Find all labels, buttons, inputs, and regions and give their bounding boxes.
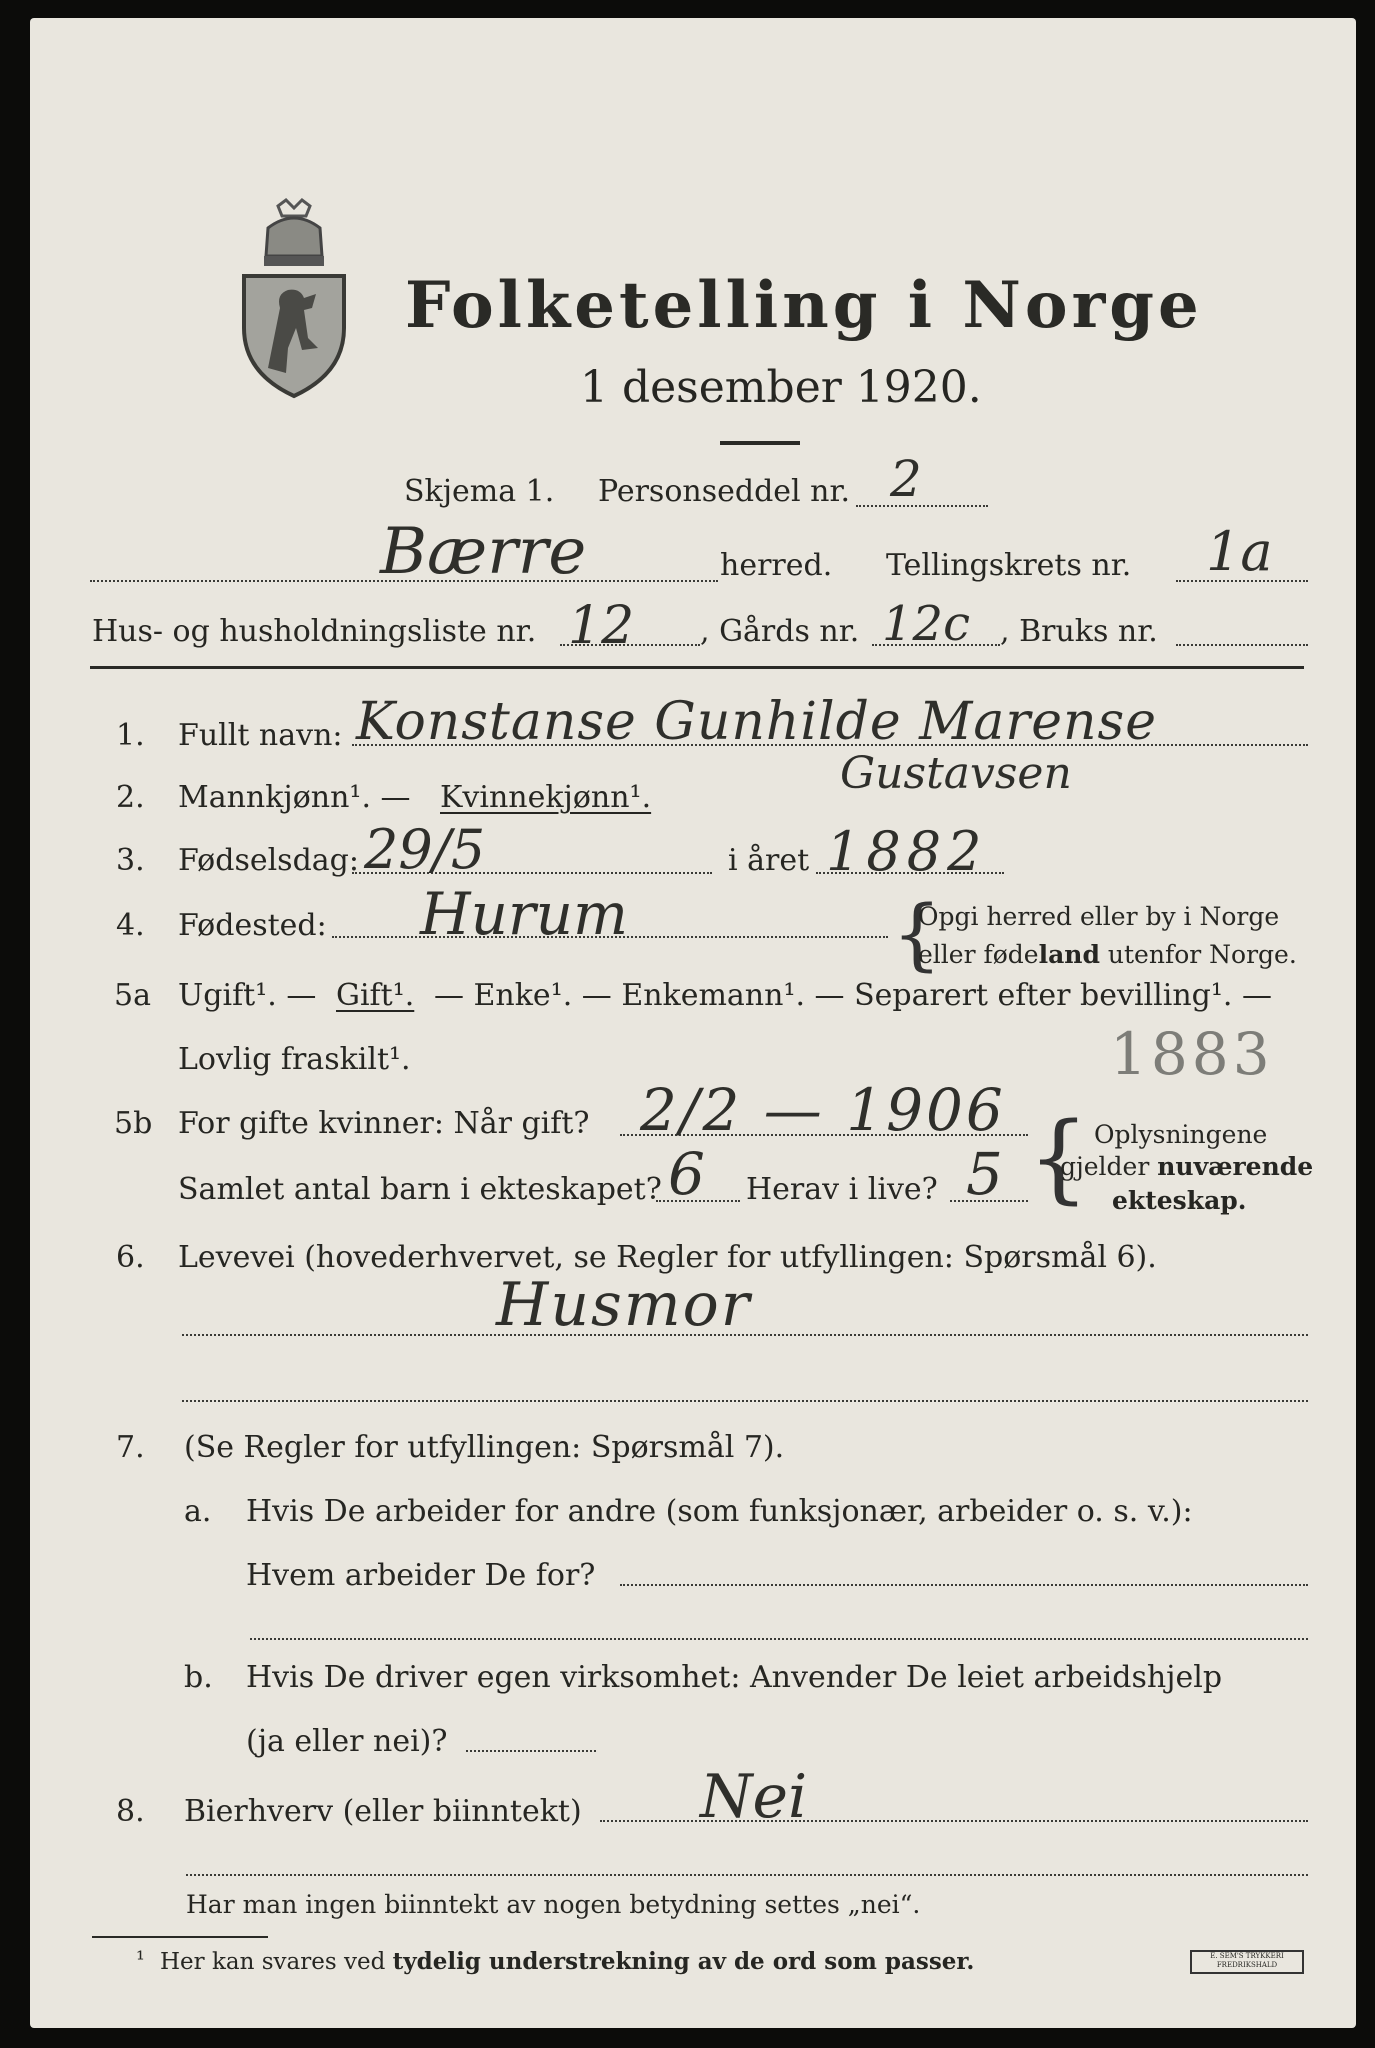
- status-other-options[interactable]: — Enke¹. — Enkemann¹. — Separert efter bevilling¹. —: [434, 978, 1272, 1013]
- hus-value: 12: [568, 596, 635, 656]
- q6-label: Levevei (hovederhvervet, se Regler for utfyllingen: Spørsmål 6).: [178, 1240, 1157, 1275]
- occupation-field-line2[interactable]: [182, 1400, 1308, 1402]
- q4-note-line1: Opgi herred eller by i Norge: [918, 902, 1280, 931]
- q6-number: 6.: [116, 1240, 145, 1275]
- q5b-number: 5b: [114, 1106, 153, 1141]
- birth-year-value: 1882: [826, 820, 988, 883]
- status-unmarried-option[interactable]: Ugift¹. —: [178, 978, 317, 1013]
- gender-female-option[interactable]: Kvinnekjønn¹.: [440, 780, 652, 815]
- q5a-number: 5a: [114, 978, 151, 1013]
- gards-label: , Gårds nr.: [700, 614, 860, 649]
- norwegian-coat-of-arms-icon: [238, 198, 350, 400]
- q7a-letter: a.: [184, 1494, 212, 1529]
- q8-label: Bierhverv (eller biinntekt): [184, 1794, 582, 1829]
- employer-field[interactable]: [620, 1584, 1308, 1586]
- q4-number: 4.: [116, 908, 145, 943]
- q2-number: 2.: [116, 780, 145, 815]
- q7-label: (Se Regler for utfyllingen: Spørsmål 7).: [184, 1430, 785, 1465]
- employer-field-line2[interactable]: [250, 1638, 1308, 1640]
- bruks-label: , Bruks nr.: [1000, 614, 1158, 649]
- gender-male-option[interactable]: Mannkjønn¹. —: [178, 780, 411, 815]
- personseddel-label: Personseddel nr.: [598, 474, 851, 509]
- children-total-value: 6: [668, 1140, 705, 1208]
- hired-help-field[interactable]: [466, 1750, 596, 1752]
- personseddel-field[interactable]: [856, 505, 988, 507]
- status-married-option[interactable]: Gift¹.: [336, 978, 415, 1013]
- occupation-value: Husmor: [496, 1270, 752, 1340]
- q7-number: 7.: [116, 1430, 145, 1465]
- full-name-value: Konstanse Gunhilde Marense: [356, 692, 1157, 752]
- personseddel-value: 2: [890, 450, 922, 508]
- children-alive-value: 5: [966, 1140, 1003, 1208]
- q1-number: 1.: [116, 718, 145, 753]
- birthplace-value: Hurum: [420, 880, 629, 948]
- tellingskrets-label: Tellingskrets nr.: [886, 548, 1132, 583]
- hus-label: Hus- og husholdningsliste nr.: [92, 614, 537, 649]
- side-income-field-line2[interactable]: [186, 1874, 1308, 1876]
- q7b-label: Hvis De driver egen virksomhet: Anvender De leiet arbeidshjelp: [246, 1660, 1223, 1695]
- status-divorced-option[interactable]: Lovlig fraskilt¹.: [178, 1042, 411, 1077]
- census-date: 1 desember 1920.: [580, 362, 982, 413]
- footnote-marker: ¹: [136, 1948, 145, 1973]
- q1-label: Fullt navn:: [178, 718, 343, 753]
- q7b-letter: b.: [184, 1660, 213, 1695]
- q5b-alive-label: Herav i live?: [746, 1172, 938, 1207]
- form-title: Folketelling i Norge: [405, 268, 1203, 343]
- q8-number: 8.: [116, 1794, 145, 1829]
- side-income-value: Nei: [700, 1762, 808, 1832]
- q5b-note-line2: gjelder nuværende: [1060, 1152, 1314, 1181]
- q7a-label: Hvis De arbeider for andre (som funksjonær, arbeider o. s. v.):: [246, 1494, 1193, 1529]
- q5b-children-label: Samlet antal barn i ekteskapet?: [178, 1172, 662, 1207]
- title-rule: [720, 441, 800, 445]
- q3-year-label: i året: [728, 843, 810, 878]
- header-rule: [90, 666, 1304, 669]
- nei-instruction: Har man ingen biinntekt av nogen betydning settes „nei“.: [186, 1890, 921, 1919]
- q3-number: 3.: [116, 843, 145, 878]
- full-name-value-line2: Gustavsen: [840, 748, 1072, 799]
- herred-label: herred.: [720, 548, 833, 583]
- printer-stamp: E. SEM'S TRYKKERI FREDRIKSHALD: [1190, 1950, 1304, 1974]
- footnote-rule: [92, 1936, 268, 1938]
- q5b-note-line1: Oplysningene: [1094, 1120, 1268, 1149]
- herred-value: Bærre: [380, 515, 587, 589]
- q4-note-line2: eller fødeland utenfor Norge.: [918, 940, 1297, 969]
- q5b-brace: {: [1028, 1102, 1090, 1214]
- q3-label: Fødselsdag:: [178, 843, 359, 878]
- marriage-date-value: 2/2 — 1906: [640, 1076, 1006, 1144]
- pencil-annotation: 1883: [1110, 1020, 1274, 1088]
- q5b-note-line3: ekteskap.: [1112, 1186, 1247, 1215]
- bruks-field[interactable]: [1176, 644, 1308, 646]
- tellingskrets-value: 1a: [1206, 520, 1273, 583]
- q7b-hired-help-label: (ja eller nei)?: [246, 1724, 448, 1759]
- skjema-label: Skjema 1.: [404, 474, 555, 509]
- gards-value: 12c: [882, 596, 970, 652]
- occupation-field[interactable]: [182, 1334, 1308, 1336]
- q4-brace: {: [892, 890, 942, 980]
- q4-label: Fødested:: [178, 908, 327, 943]
- q7a-employer-label: Hvem arbeider De for?: [246, 1558, 596, 1593]
- q5b-label: For gifte kvinner: Når gift?: [178, 1106, 590, 1141]
- birthday-value: 29/5: [364, 818, 486, 881]
- footnote-text: Her kan svares ved tydelig understrekning av de ord som passer.: [160, 1948, 975, 1975]
